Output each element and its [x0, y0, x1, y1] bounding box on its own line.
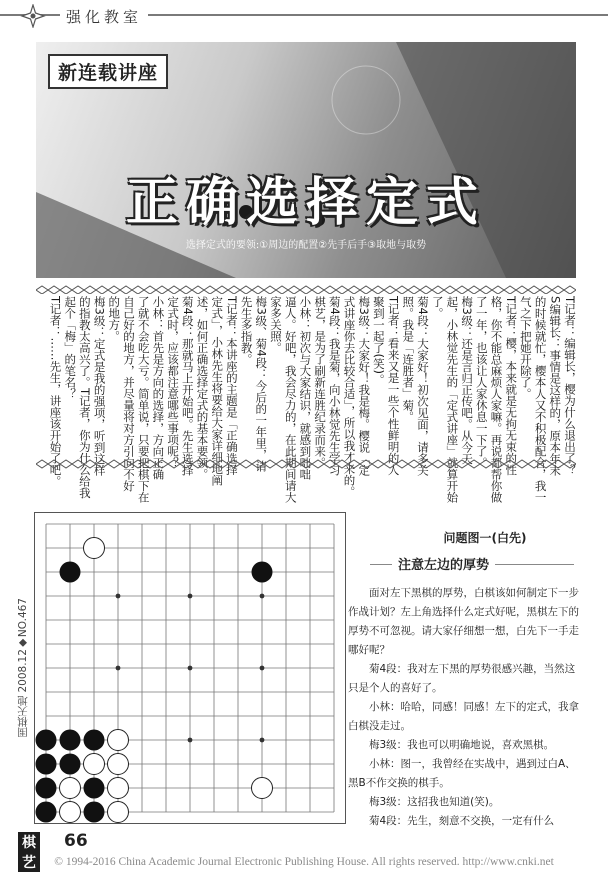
- paragraph: 面对左下黑棋的厚势，白棋该如何制定下一步作战计划？左上角选择什么定式好呢，黑棋左下的厚势不可忽视。请大家仔细想一想，白先下一手走哪好呢？: [348, 587, 579, 656]
- black-stone: [36, 802, 57, 823]
- dialogue-column: 菊4段：我是菊，向小林觉先生学习: [327, 296, 342, 476]
- star-point: [260, 666, 265, 671]
- dialogue-column: 起个「梅」的笔名？: [63, 296, 78, 400]
- decorative-border-bottom: [36, 459, 576, 469]
- black-stone: [252, 562, 273, 583]
- copyright-notice: © 1994-2016 China Academic Journal Electronic Publishing House. All rights reserved. http://www.cnki.net: [54, 856, 554, 868]
- dialogue-column: 棋艺，是为了刷新连胜纪录而来。: [313, 296, 328, 469]
- paragraph: 菊4段：我对左下黑的厚势很感兴趣，当然这只是个人的喜好了。: [348, 663, 576, 694]
- article-body: [348, 584, 582, 831]
- dialogue-column: 的指教太高兴了。T记者，你为什么给我: [77, 296, 92, 499]
- star-point: [188, 666, 193, 671]
- dialogue-column: 的地方。: [107, 296, 122, 342]
- article-subtitle: 选择定式的要领:①周边的配置②先手后手③取地与取势: [185, 240, 427, 251]
- black-stone: [84, 778, 105, 799]
- dialogue-column: 梅3级、菊4段：今后的一年里，请: [254, 296, 269, 472]
- problem-label: 问题图一(白先): [443, 531, 527, 545]
- volume-info: 围棋天地 2008.12◆NO.467: [17, 598, 29, 738]
- paragraph: 梅3级：这招我也知道(笑)。: [369, 796, 500, 808]
- dialogue-column: 照。我是「连胜者」菊。: [401, 296, 416, 423]
- white-stone: [108, 778, 129, 799]
- white-stone: [60, 802, 81, 823]
- white-stone: [108, 754, 129, 775]
- dialogue-column: T记者：编辑长，樱为什么退出了？: [563, 296, 577, 476]
- dialogue-column: 先生多指教。: [239, 296, 254, 365]
- star-point: [116, 594, 121, 599]
- star-point: [116, 666, 121, 671]
- dialogue-column: 小林：首先是方向的选择，方向正确: [151, 296, 166, 480]
- star-point: [260, 594, 265, 599]
- paragraph: 小林：图一，我曾经在实战中，遇到过白A、黑B不作交换的棋手。: [348, 758, 576, 789]
- dialogue-column: T记者：……先生，讲座该开始了吧。: [48, 296, 63, 488]
- dialogue-column: 菊4段：大家好！初次见面，请多关: [416, 296, 430, 476]
- dialogue-columns: [36, 294, 577, 503]
- heading-text: 注意左边的厚势: [392, 554, 495, 573]
- article-title: 正确选择定式: [125, 173, 486, 233]
- page-number: 66: [64, 831, 88, 851]
- paragraph: 梅3级：我也可以明确地说，喜欢黑棋。: [369, 739, 555, 751]
- star-point: [260, 738, 265, 743]
- dialogue-column: 梅3级：大家好！我是梅。樱说「定: [357, 296, 372, 476]
- black-stone: [84, 730, 105, 751]
- dialogue-column: 起，小林觉先生的「定式讲座」就算开始: [445, 296, 460, 503]
- star-point: [188, 738, 193, 743]
- go-board: [34, 512, 346, 824]
- dialogue-column: 逼人。好吧，我会尽力的，在此期间请大: [283, 296, 298, 503]
- dialogue-column: T记者：本讲座的主题是「正确选择: [224, 296, 239, 476]
- dialogue-column: 梅3级：定式是我的强项，听到这样: [92, 296, 107, 476]
- section-title: 强化教室: [60, 6, 148, 27]
- title-banner: [36, 42, 576, 278]
- paragraph: 小林：哈哈，同感！同感！左下的定式，我拿白棋没走过。: [348, 701, 579, 732]
- magazine-tag: 棋艺: [18, 832, 40, 872]
- paragraph: 菊4段：先生，刻意不交换，一定有什么: [369, 815, 555, 827]
- dialogue-column: 格，你不能总麻烦人家嘛。再说都帮你做: [489, 296, 504, 503]
- white-stone: [84, 538, 105, 559]
- black-stone: [60, 754, 81, 775]
- dialogue-column: S编辑长：事情是这样的，原本年末: [548, 296, 563, 476]
- star-ornament-icon: [20, 4, 46, 28]
- dialogue-column: 了一年，也该让人家休息一下了。: [474, 296, 489, 469]
- black-stone: [84, 802, 105, 823]
- dialogue-column: 菊4段：那就马上开始吧。先生选择: [180, 296, 195, 476]
- dialogue-column: 定式」，小林先生将要给大家详细地阐: [210, 296, 225, 486]
- dialogue-column: 气之下把她开除了。: [518, 296, 533, 400]
- dialogue-column: 了就不会吃大亏。简单说，只要把棋下在: [136, 296, 151, 503]
- black-stone: [36, 754, 57, 775]
- dialogue-column: T记者：看来又是一些个性鲜明的人: [386, 296, 401, 476]
- section-header: [0, 0, 608, 30]
- dialogue-column: 家多关照。: [269, 296, 283, 354]
- white-stone: [108, 730, 129, 751]
- black-stone: [60, 730, 81, 751]
- dialogue-column: 式讲座你去比较合适」，所以我才来的。: [342, 296, 357, 498]
- white-stone: [60, 778, 81, 799]
- dialogue-column: 的时候就忙，樱本人又不积极配合，我一: [533, 296, 548, 503]
- dialogue-column: 小林：初次与大家结识，就感到咄咄: [298, 296, 313, 480]
- dialogue-column: 自己好的地方，并尽量将对方引向不好: [122, 296, 136, 492]
- black-stone: [36, 778, 57, 799]
- dialogue-column: 述，如何正确选择定式的基本要领。: [195, 296, 210, 480]
- star-point: [188, 594, 193, 599]
- black-stone: [36, 730, 57, 751]
- white-stone: [108, 802, 129, 823]
- dialogue-column: 聚到一起了(笑)。: [371, 296, 386, 386]
- dialogue-column: 梅3级：还是言归正传吧。从今天: [460, 296, 475, 465]
- go-board-svg: [35, 513, 345, 823]
- dialogue-column: 了。: [430, 296, 445, 319]
- black-stone: [60, 562, 81, 583]
- series-label: 新连载讲座: [48, 54, 168, 89]
- dialogue-column: T记者：樱，本来就是无拘无束的性: [504, 296, 519, 476]
- white-stone: [84, 754, 105, 775]
- dialogue-column: 定式时，应该都注意哪些事项呢？: [166, 296, 181, 469]
- white-stone: [252, 778, 273, 799]
- section-heading: [370, 552, 574, 578]
